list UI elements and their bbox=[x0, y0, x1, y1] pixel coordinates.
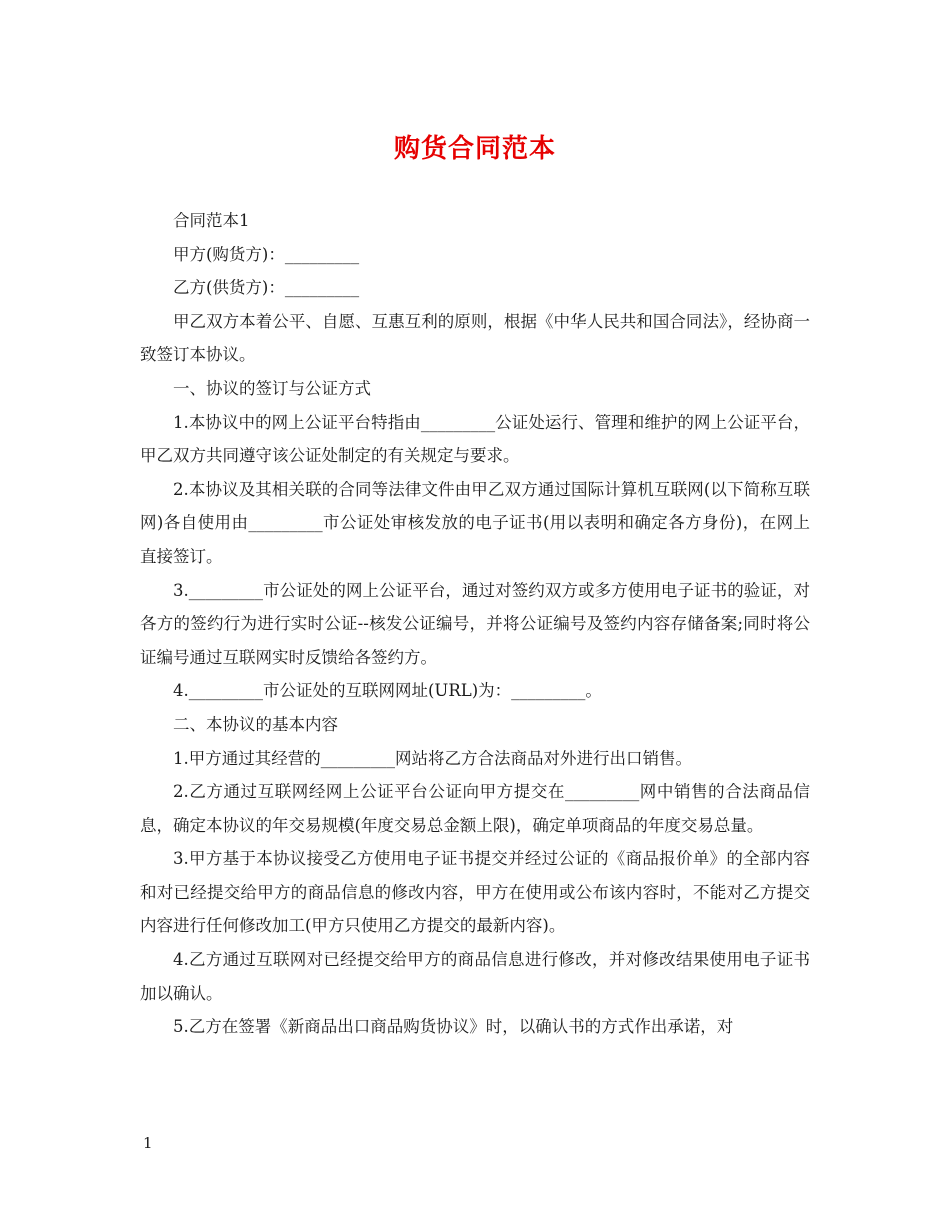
paragraph-contract-label: 合同范本1 bbox=[173, 211, 250, 230]
paragraph-clause: 4._________市公证处的互联网网址(URL)为：_________。 bbox=[173, 681, 602, 701]
document-title: 购货合同范本 bbox=[393, 134, 556, 164]
page-number: 1 bbox=[143, 1134, 153, 1152]
document-body bbox=[140, 204, 810, 1044]
paragraph-clause: 1.甲方通过其经营的_________网站将乙方合法商品对外进行出口销售。 bbox=[173, 748, 692, 768]
paragraph-clause: 2.乙方通过互联网经网上公证平台公证向甲方提交在_________网中销售的合法商品信息，确定本协议的年交易规模(年度交易总金额上限)，确定单项商品的年度交易总量。 bbox=[140, 782, 810, 835]
paragraph-party-a: 甲方(购货方)：_________ bbox=[173, 244, 360, 264]
paragraph-clause: 3.甲方基于本协议接受乙方使用电子证书提交并经过公证的《商品报价单》的全部内容和对已经提交给甲方的商品信息的修改内容，甲方在使用或公布该内容时，不能对乙方提交内容进行任何修改加工(甲方只使用乙方提交的最新内容)。 bbox=[140, 849, 810, 936]
section-heading-2: 二、本协议的基本内容 bbox=[173, 714, 338, 734]
paragraph-clause: 3._________市公证处的网上公证平台，通过对签约双方或多方使用电子证书的验证，对各方的签约行为进行实时公证--核发公证编号，并将公证编号及签约内容存储备案;同时将公证编号通过互联网实时反馈给各签约方。 bbox=[140, 580, 810, 667]
paragraph-clause: 2.本协议及其相关联的合同等法律文件由甲乙双方通过国际计算机互联网(以下简称互联网)各自使用由_________市公证处审核发放的电子证书(用以表明和确定各方身份)，在网上直接签订。 bbox=[140, 479, 810, 566]
paragraph-party-b: 乙方(供货方)：_________ bbox=[173, 278, 360, 298]
paragraph-clause: 5.乙方在签署《新商品出口商品购货协议》时，以确认书的方式作出承诺，对 bbox=[173, 1017, 734, 1037]
paragraph-preamble: 甲乙双方本着公平、自愿、互惠互利的原则，根据《中华人民共和国合同法》，经协商一致签订本协议。 bbox=[140, 311, 810, 365]
paragraph-clause: 1.本协议中的网上公证平台特指由_________公证处运行、管理和维护的网上公证平台，甲乙双方共同遵守该公证处制定的有关规定与要求。 bbox=[140, 412, 810, 466]
section-heading-1: 一、协议的签订与公证方式 bbox=[173, 378, 371, 398]
paragraph-clause: 4.乙方通过互联网对已经提交给甲方的商品信息进行修改，并对修改结果使用电子证书加以确认。 bbox=[140, 950, 810, 1003]
